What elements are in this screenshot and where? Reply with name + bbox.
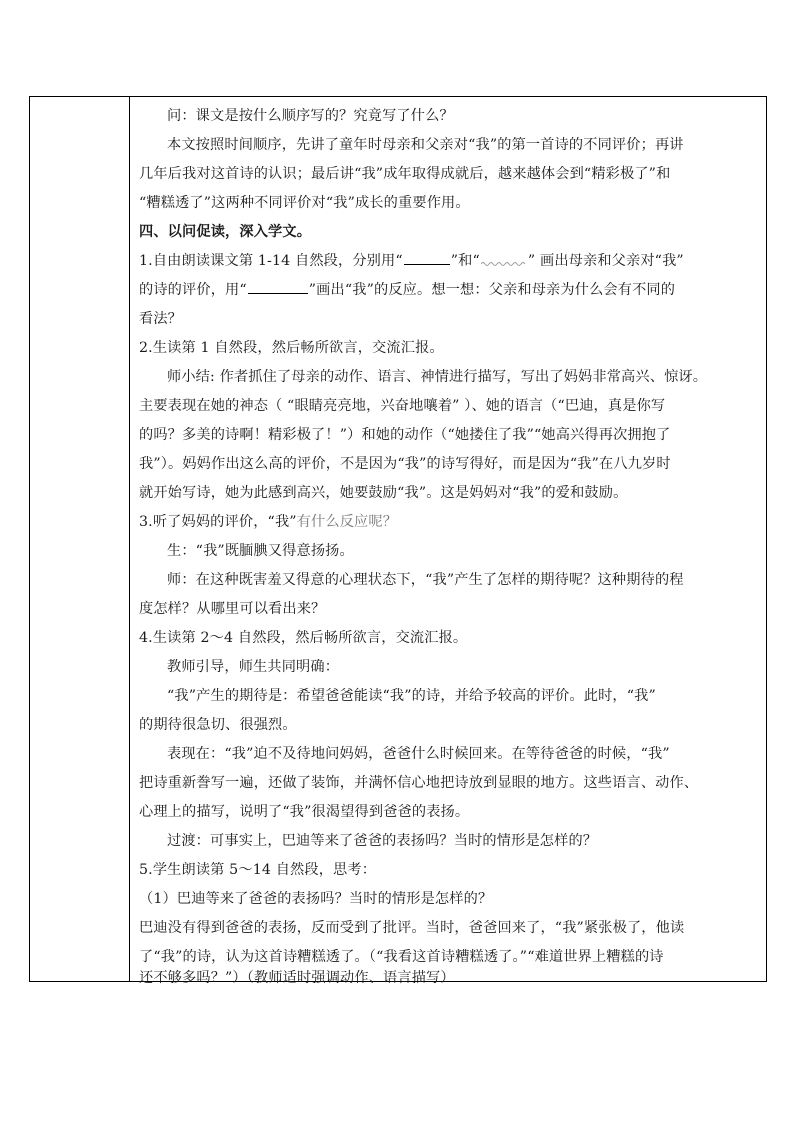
sub-answer-line-2: 了“我”的诗，认为这首诗糟糕透了。（“我看这首诗糟糕透了。”“难道世界上糟糕的诗 xyxy=(139,949,664,965)
task3-line xyxy=(139,507,761,537)
expression-line-3: 心理上的描写，说明了“我”很渴望得到爸爸的表扬。 xyxy=(139,804,470,820)
task2-line: 2.生读第 1 自然段，然后畅所欲言，交流汇报。 xyxy=(139,340,444,356)
task4-line: 4.生读第 2～4 自然段，然后畅所欲言，交流汇报。 xyxy=(139,630,468,646)
straight-underline-blank xyxy=(404,263,450,265)
section-heading: 四、以问促读，深入学文。 xyxy=(139,224,312,240)
expression-line-1: 表现在：“我”迫不及待地问妈妈，爸爸什么时候回来。在等待爸爸的时候，“我” xyxy=(167,746,670,762)
task1-line-1 xyxy=(139,246,761,276)
expectation-line-2: 的期待很急切、很强烈。 xyxy=(139,717,297,733)
summary-line-3: 的吗？多美的诗啊！精彩极了！”）和她的动作（“她搂住了我”“她高兴得再次拥抱了 xyxy=(139,427,671,443)
guide-line: 教师引导，师生共同明确： xyxy=(167,659,340,675)
teacher-question-line-2: 度怎样？从哪里可以看出来？ xyxy=(139,601,326,617)
expression-line-2: 把诗重新誊写一遍，还做了装饰，并满怀信心地把诗放到显眼的地方。这些语言、动作、 xyxy=(139,775,699,791)
sub-question-line: （1）巴迪等来了爸爸的表扬吗？当时的情形是怎样的？ xyxy=(139,891,493,907)
bold-underline-blank xyxy=(248,292,308,294)
question-line: 问：课文是按什么顺序写的？究竟写了什么？ xyxy=(167,108,454,124)
answer-line-3: “糟糕透了”这两种不同评价对“我”成长的重要作用。 xyxy=(139,195,470,211)
task5-line: 5.学生朗读第 5～14 自然段，思考： xyxy=(139,862,377,878)
task1-text-c: ” 画出母亲和父亲对“我” xyxy=(527,253,684,269)
task1-text-e: ”画出“我”的反应。想一想：父亲和母亲为什么会有不同的 xyxy=(308,282,676,298)
summary-line-2: 主要表现在她的神态（ “眼睛亮亮地，兴奋地嚷着” ）、她的语言（“巴迪，真是你写 xyxy=(139,398,666,414)
task1-line-3: 看法？ xyxy=(139,311,183,327)
task1-text-a: 1.自由朗读课文第 1-14 自然段，分别用“ xyxy=(139,253,403,269)
teacher-question-line-1: 师：在这种既害羞又得意的心理状态下，“我”产生了怎样的期待呢？这种期待的程 xyxy=(167,572,684,588)
answer-line-2: 几年后我对这首诗的认识；最后讲“我”成年取得成就后，越来越体会到“精彩极了”和 xyxy=(139,166,671,182)
summary-line-5: 就开始写诗，她为此感到高兴，她要鼓励“我”。这是妈妈对“我”的爱和鼓励。 xyxy=(139,485,628,501)
wavy-underline-blank xyxy=(481,260,527,267)
sub-answer-line-3: 还不够多吗？”）（教师适时强调动作、语言描写） xyxy=(139,970,455,986)
left-column-cell xyxy=(30,97,130,981)
answer-line-1: 本文按照时间顺序，先讲了童年时母亲和父亲对“我”的第一首诗的不同评价；再讲 xyxy=(167,137,684,153)
task3-text-a: 3.听了妈妈的评价，“我” xyxy=(139,514,297,530)
task1-line-2 xyxy=(139,275,761,305)
lesson-table xyxy=(29,96,767,986)
summary-line-4: 我”）。妈妈作出这么高的评价，不是因为“我”的诗写得好，而是因为“我”在八九岁时 xyxy=(139,456,671,472)
expectation-line-1: “我”产生的期待是：希望爸爸能读“我”的诗，并给予较高的评价。此时，“我” xyxy=(167,688,656,704)
sub-answer-line-1: 巴迪没有得到爸爸的表扬，反而受到了批评。当时，爸爸回来了，“我”紧张极了，他读 xyxy=(139,920,685,936)
task1-text-d: 的诗的评价，用“ xyxy=(139,282,247,298)
task3-text-b: 有什么反应呢？ xyxy=(296,514,398,530)
task1-text-b: ”和“ xyxy=(450,253,480,269)
transition-line: 过渡：可事实上，巴迪等来了爸爸的表扬吗？当时的情形是怎样的？ xyxy=(167,833,598,849)
student-answer-line: 生：“我”既腼腆又得意扬扬。 xyxy=(167,543,354,559)
summary-line-1: 师小结: 作者抓住了母亲的动作、语言、神情进行描写，写出了妈妈非常高兴、惊讶。 xyxy=(167,369,708,385)
